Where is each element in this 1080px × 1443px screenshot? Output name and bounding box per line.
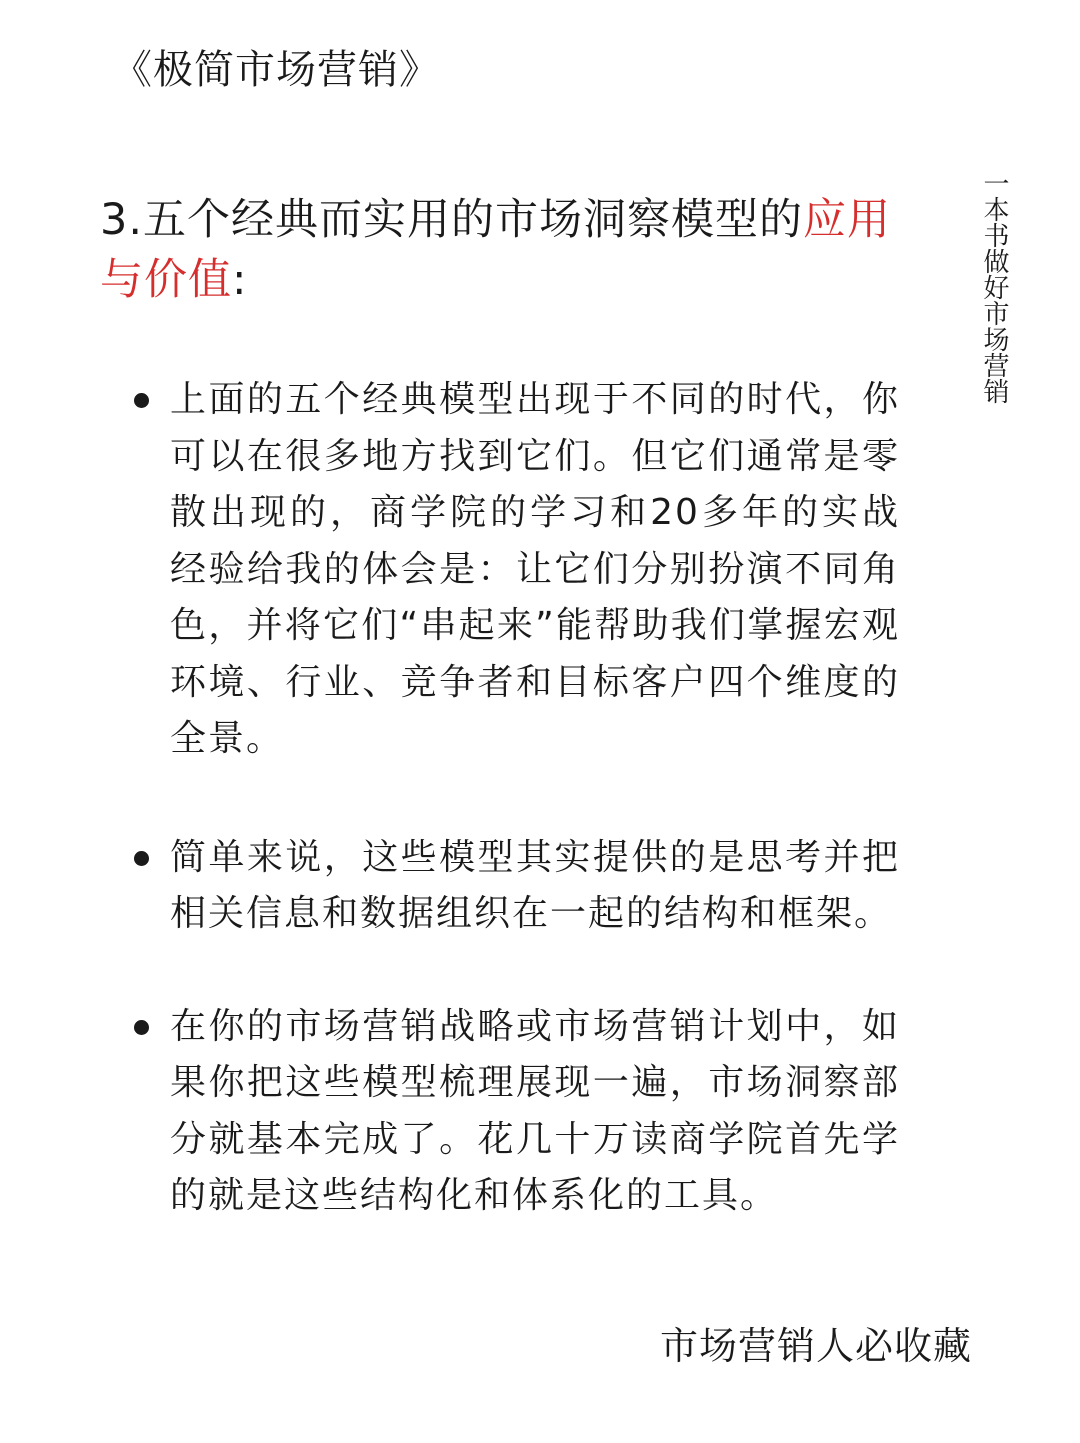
bullet-text: 在你的市场营销战略或市场营销计划中，如果你把这些模型梳理展现一遍，市场洞察部分就基本完成了。花几十万读商学院首先学的就是这些结构化和体系化的工具。 [170,1005,900,1216]
list-item [130,830,900,943]
footer-note: 市场营销人必收藏 [659,1324,972,1368]
list-item [130,999,900,1225]
section-heading [100,190,910,310]
bullet-dot-icon [134,1020,149,1035]
bullet-text: 简单来说，这些模型其实提供的是思考并把相关信息和数据组织在一起的结构和框架。 [170,836,900,934]
list-item [130,372,900,768]
bullet-text: 上面的五个经典模型出现于不同的时代，你可以在很多地方找到它们。但它们通常是零散出现的，商学院的学习和20多年的实战经验给我的体会是：让它们分别扮演不同角色，并将它们“串起来”能帮助我们掌握宏观环境、行业、竞争者和目标客户四个维度的全景。 [170,379,900,759]
heading-prefix: 3.五个经典而实用的市场洞察模型的 [100,195,804,245]
bullet-dot-icon [134,393,149,408]
heading-suffix: : [232,255,248,305]
bullet-list [130,372,900,1225]
heading-accent: 应用与价值 [100,195,892,305]
book-title: 《极简市场营销》 [112,47,440,93]
side-vertical-label: 一本书做好市场营销 [979,170,1009,404]
bullet-dot-icon [134,851,149,866]
